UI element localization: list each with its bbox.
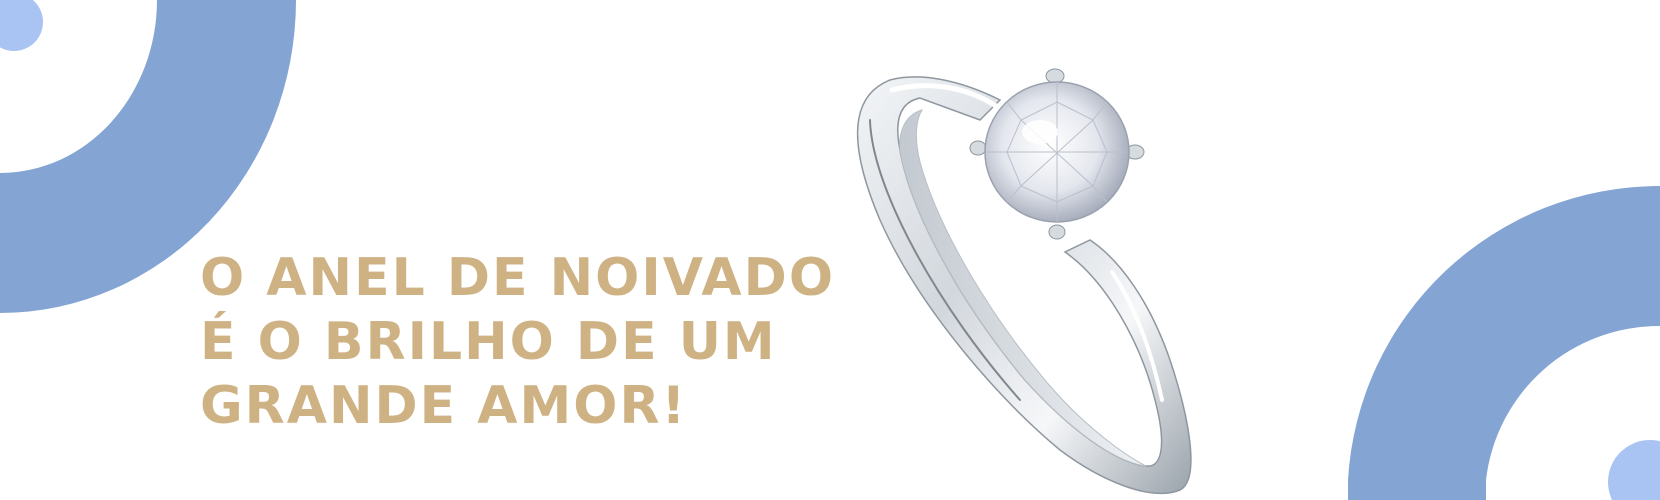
ring-diamond [985, 82, 1129, 222]
bottom-right-arch [1348, 186, 1660, 500]
headline [200, 246, 860, 438]
headline-line-1: O ANEL DE NOIVADO [200, 248, 836, 308]
headline-line-2: É O BRILHO DE UM [200, 312, 777, 372]
bottom-right-dot [1608, 440, 1660, 500]
engagement-ring-icon [850, 40, 1280, 500]
headline-line-3: GRANDE AMOR! [200, 376, 688, 436]
